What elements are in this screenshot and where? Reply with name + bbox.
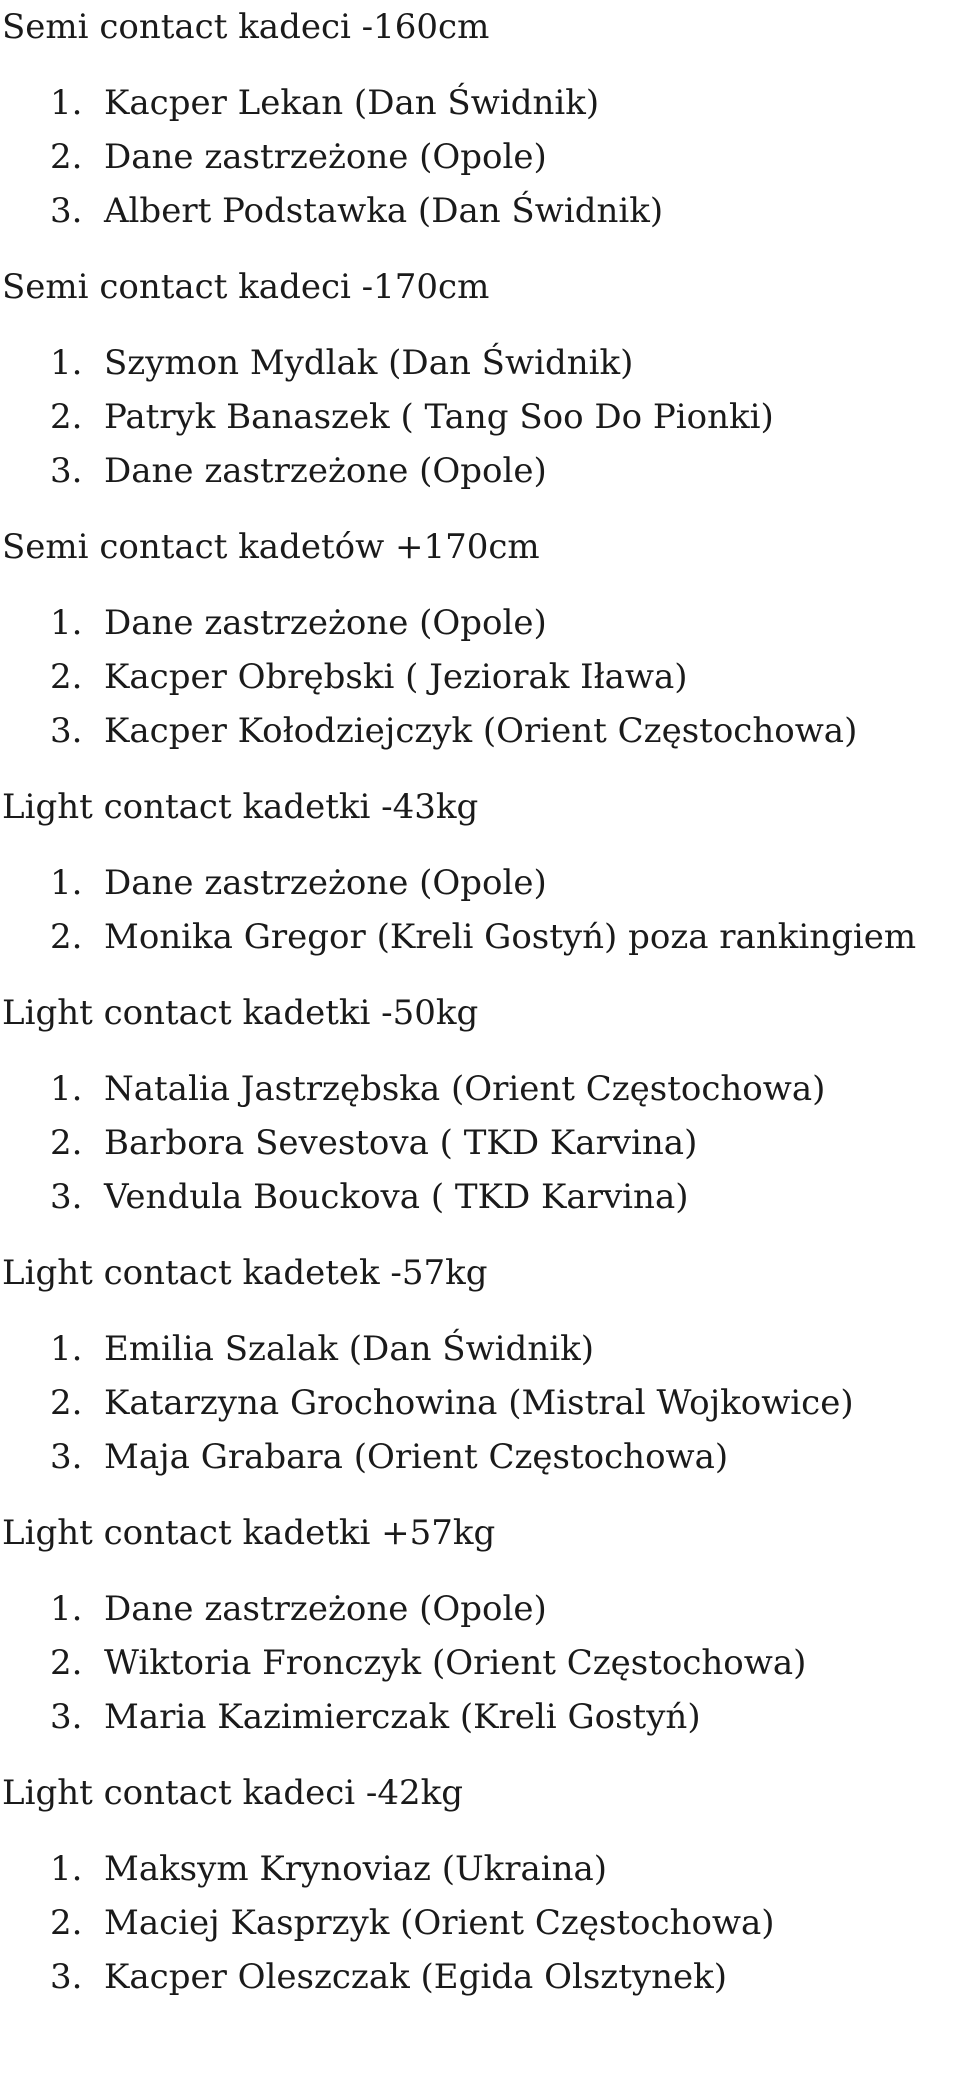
competitor-name: Vendula Bouckova ( TKD Karvina) <box>104 1177 689 1217</box>
section-gap <box>0 498 960 520</box>
category-section <box>0 1246 960 1506</box>
place-item <box>0 1842 960 1896</box>
competitor-name: Dane zastrzeżone (Opole) <box>104 137 547 177</box>
category-section <box>0 1506 960 1766</box>
place-item <box>0 856 960 910</box>
category-title: Light contact kadetki -50kg <box>2 993 479 1033</box>
place-item <box>0 1430 960 1484</box>
section-gap <box>0 1224 960 1246</box>
category-section <box>0 780 960 986</box>
competitor-name: Maria Kazimierczak (Kreli Gostyń) <box>104 1697 701 1737</box>
place-item <box>0 596 960 650</box>
competitor-name: Kacper Lekan (Dan Świdnik) <box>104 83 600 123</box>
place-number: 1. <box>50 603 83 643</box>
place-item <box>0 1170 960 1224</box>
place-item <box>0 1116 960 1170</box>
competitor-name: Patryk Banaszek ( Tang Soo Do Pionki) <box>104 397 774 437</box>
place-item <box>0 1376 960 1430</box>
category-title: Semi contact kadetów +170cm <box>2 527 540 567</box>
place-item <box>0 130 960 184</box>
place-item <box>0 704 960 758</box>
category-section <box>0 520 960 780</box>
place-item <box>0 76 960 130</box>
competitor-name: Kacper Obrębski ( Jeziorak Iława) <box>104 657 688 697</box>
place-number: 1. <box>50 863 83 903</box>
competitor-name: Dane zastrzeżone (Opole) <box>104 863 547 903</box>
competitor-name: Kacper Kołodziejczyk (Orient Częstochowa) <box>104 711 858 751</box>
place-number: 1. <box>50 1069 83 1109</box>
place-number: 2. <box>50 917 83 957</box>
place-item <box>0 184 960 238</box>
competitor-name: Maksym Krynoviaz (Ukraina) <box>104 1849 608 1889</box>
places-list <box>0 76 960 238</box>
place-number: 3. <box>50 1697 83 1737</box>
section-gap <box>0 758 960 780</box>
competitor-name: Monika Gregor (Kreli Gostyń) poza rankingiem <box>104 917 917 957</box>
competitor-name: Dane zastrzeżone (Opole) <box>104 1589 547 1629</box>
category-section <box>0 1766 960 2004</box>
section-gap <box>0 1744 960 1766</box>
section-gap <box>0 1484 960 1506</box>
places-list <box>0 1582 960 1744</box>
competitor-name: Barbora Sevestova ( TKD Karvina) <box>104 1123 698 1163</box>
place-item <box>0 650 960 704</box>
category-section <box>0 986 960 1246</box>
place-number: 3. <box>50 1177 83 1217</box>
competitor-name: Maja Grabara (Orient Częstochowa) <box>104 1437 729 1477</box>
place-item <box>0 1322 960 1376</box>
competitor-name: Dane zastrzeżone (Opole) <box>104 603 547 643</box>
category-title: Light contact kadetki +57kg <box>2 1513 496 1553</box>
place-number: 3. <box>50 1957 83 1997</box>
section-gap <box>0 964 960 986</box>
place-item <box>0 444 960 498</box>
place-number: 3. <box>50 711 83 751</box>
competitor-name: Maciej Kasprzyk (Orient Częstochowa) <box>104 1903 775 1943</box>
competitor-name: Albert Podstawka (Dan Świdnik) <box>104 191 664 231</box>
place-number: 1. <box>50 1329 83 1369</box>
places-list <box>0 1062 960 1224</box>
place-item <box>0 336 960 390</box>
place-number: 2. <box>50 1123 83 1163</box>
competitor-name: Wiktoria Fronczyk (Orient Częstochowa) <box>104 1643 807 1683</box>
place-item <box>0 1062 960 1116</box>
place-item <box>0 1636 960 1690</box>
place-number: 1. <box>50 83 83 123</box>
place-item <box>0 1950 960 2004</box>
place-number: 2. <box>50 397 83 437</box>
places-list <box>0 1322 960 1484</box>
place-item <box>0 1582 960 1636</box>
place-item <box>0 1690 960 1744</box>
place-number: 2. <box>50 1903 83 1943</box>
competitor-name: Dane zastrzeżone (Opole) <box>104 451 547 491</box>
competitor-name: Szymon Mydlak (Dan Świdnik) <box>104 343 634 383</box>
places-list <box>0 336 960 498</box>
places-list <box>0 1842 960 2004</box>
place-number: 2. <box>50 1383 83 1423</box>
category-title: Semi contact kadeci -170cm <box>2 267 490 307</box>
place-item <box>0 910 960 964</box>
place-number: 1. <box>50 343 83 383</box>
places-list <box>0 596 960 758</box>
place-number: 3. <box>50 1437 83 1477</box>
place-number: 1. <box>50 1589 83 1629</box>
competitor-name: Kacper Oleszczak (Egida Olsztynek) <box>104 1957 727 1997</box>
category-section <box>0 260 960 520</box>
place-number: 3. <box>50 451 83 491</box>
place-item <box>0 1896 960 1950</box>
category-title: Light contact kadetek -57kg <box>2 1253 488 1293</box>
place-number: 3. <box>50 191 83 231</box>
place-item <box>0 390 960 444</box>
category-title: Semi contact kadeci -160cm <box>2 7 490 47</box>
place-number: 2. <box>50 137 83 177</box>
competitor-name: Katarzyna Grochowina (Mistral Wojkowice) <box>104 1383 854 1423</box>
category-section <box>0 0 960 260</box>
place-number: 2. <box>50 1643 83 1683</box>
place-number: 2. <box>50 657 83 697</box>
places-list <box>0 856 960 964</box>
competitor-name: Natalia Jastrzębska (Orient Częstochowa) <box>104 1069 826 1109</box>
competitor-name: Emilia Szalak (Dan Świdnik) <box>104 1329 594 1369</box>
category-title: Light contact kadeci -42kg <box>2 1773 464 1813</box>
category-title: Light contact kadetki -43kg <box>2 787 479 827</box>
place-number: 1. <box>50 1849 83 1889</box>
section-gap <box>0 238 960 260</box>
